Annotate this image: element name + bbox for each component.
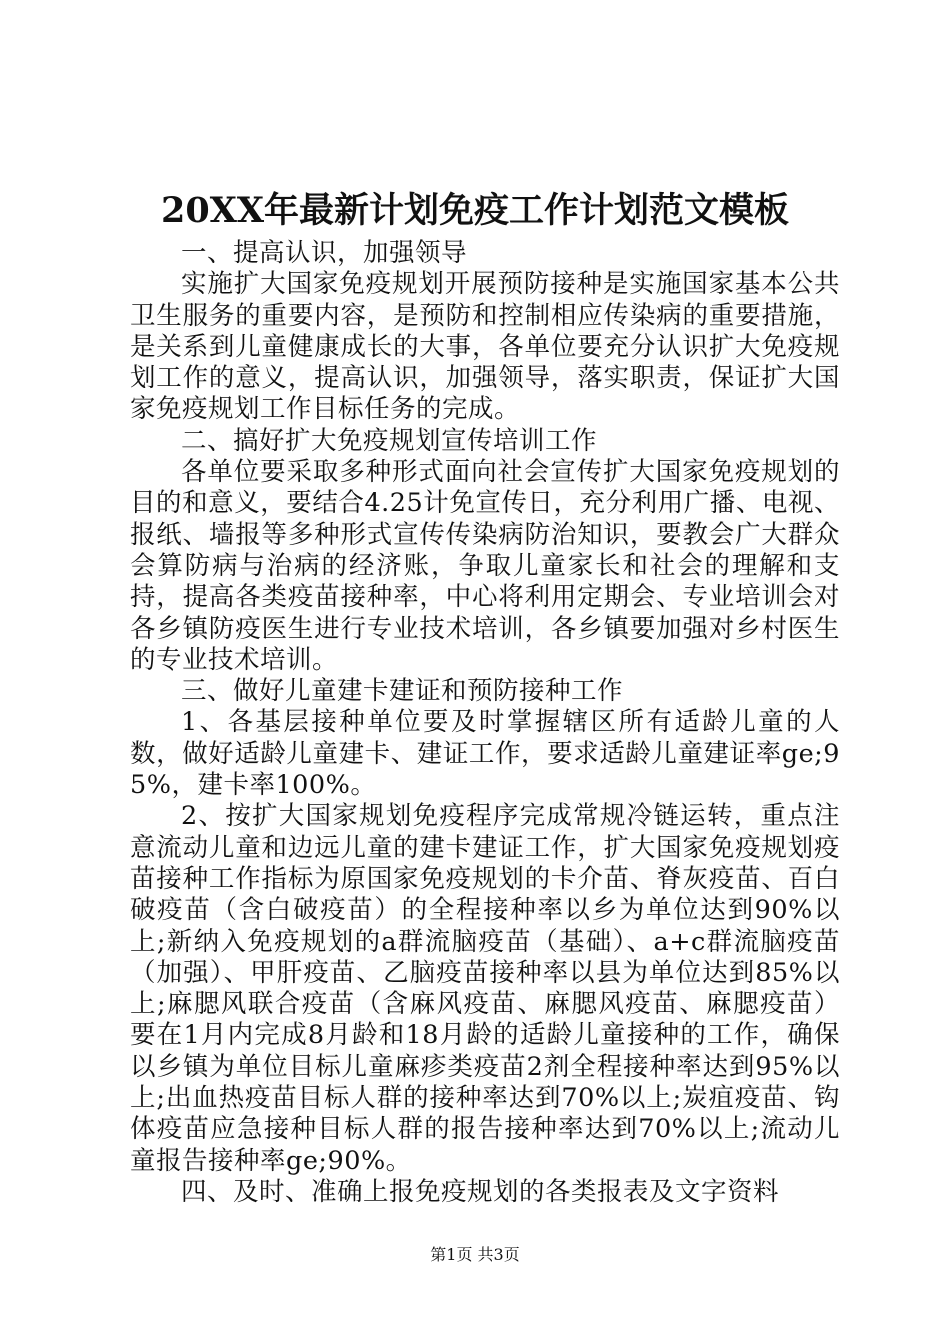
section-heading-4: 四、及时、准确上报免疫规划的各类报表及文字资料 xyxy=(181,1176,780,1207)
paragraph: 各单位要采取多种形式面向社会宣传扩大国家免疫规划的目的和意义，要结合4.25计免宣传日，充分利用广播、电视、报纸、墙报等多种形式宣传传染病防治知识，要教会广大群众会算防病与治病的经济账，争取儿童家长和社会的理解和支持，提高各类疫苗接种率，中心将利用定期会、专业培训会对各乡镇防疫医生进行专业技术培训，各乡镇要加强对乡村医生的专业技术培训。 xyxy=(130,457,840,675)
section-heading-3: 三、做好儿童建卡建证和预防接种工作 xyxy=(181,676,624,707)
section-heading-2: 二、搞好扩大免疫规划宣传培训工作 xyxy=(181,425,598,456)
document-body xyxy=(130,238,840,1208)
document-title: 20XX年最新计划免疫工作计划范文模板 xyxy=(160,190,790,231)
paragraph: 实施扩大国家免疫规划开展预防接种是实施国家基本公共卫生服务的重要内容，是预防和控制相应传染病的重要措施，是关系到儿童健康成长的大事，各单位要充分认识扩大免疫规划工作的意义，提高认识，加强领导，落实职责，保证扩大国家免疫规划工作目标任务的完成。 xyxy=(130,269,840,425)
section-heading-1: 一、提高认识，加强领导 xyxy=(181,238,468,268)
page-footer: 第1页 共3页 xyxy=(430,1245,520,1264)
paragraph: 1、各基层接种单位要及时掌握辖区所有适龄儿童的人数，做好适龄儿童建卡、建证工作，要求适龄儿童建证率ge;95%，建卡率100%。 xyxy=(130,707,840,801)
paragraph: 2、按扩大国家规划免疫程序完成常规冷链运转，重点注意流动儿童和边远儿童的建卡建证工作，扩大国家免疫规划疫苗接种工作指标为原国家免疫规划的卡介苗、脊灰疫苗、百白破疫苗（含白破疫苗）的全程接种率以乡为单位达到90%以上;新纳入免疫规划的a群流脑疫苗（基础）、a+c群流脑疫苗（加强）、甲肝疫苗、乙脑疫苗接种率以县为单位达到85%以上;麻腮风联合疫苗（含麻风疫苗、麻腮风疫苗、麻腮疫苗）要在1月内完成8月龄和18月龄的适龄儿童接种的工作，确保以乡镇为单位目标儿童麻疹类疫苗2剂全程接种率达到95%以上;出血热疫苗目标人群的接种率达到70%以上;炭疽疫苗、钩体疫苗应急接种目标人群的报告接种率达到70%以上;流动儿童报告接种率ge;90%。 xyxy=(130,801,840,1176)
